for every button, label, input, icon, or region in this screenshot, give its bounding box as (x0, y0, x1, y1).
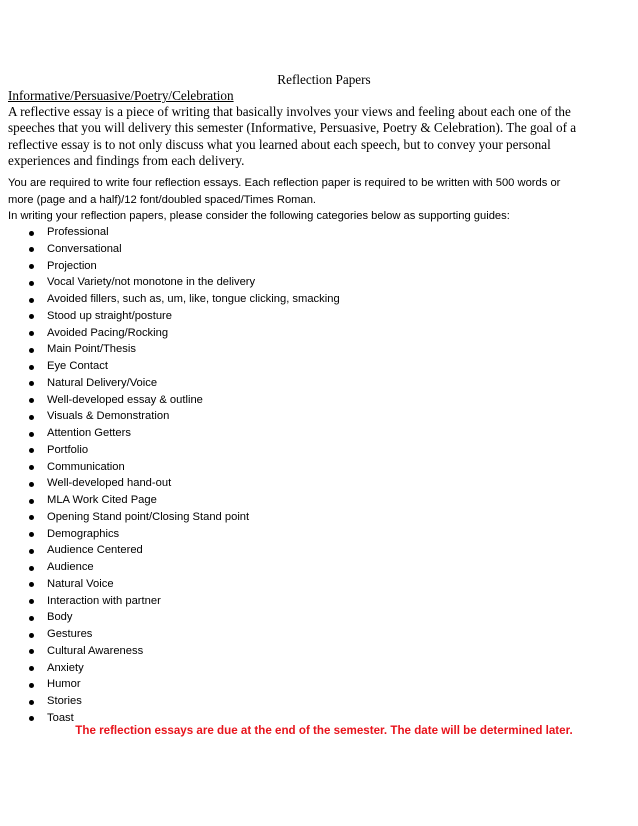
bullet-dot-icon (29, 465, 34, 470)
bullet-dot-icon (29, 314, 34, 319)
category-label: Well-developed hand-out (47, 477, 172, 490)
category-list (0, 224, 340, 727)
category-label: Eye Contact (47, 360, 108, 372)
category-list-item (0, 542, 340, 559)
bullet-dot-icon (29, 499, 34, 504)
subheading: Informative/Persuasive/Poetry/Celebration (8, 88, 234, 103)
bullet-dot-icon (29, 532, 34, 537)
category-list-item (0, 609, 340, 626)
category-label: Stood up straight/posture (47, 309, 173, 322)
requirements-line: You are required to write four reflection essays. Each reflection paper is required to be written with 500 words or (8, 177, 561, 189)
bullet-dot-icon (29, 231, 34, 236)
category-list-item (0, 559, 340, 576)
category-list-item (0, 425, 340, 442)
bullet-dot-icon (29, 247, 34, 252)
bullet-dot-icon (29, 331, 34, 336)
category-list-item (0, 459, 340, 476)
bullet-dot-icon (29, 482, 34, 487)
category-list-item (0, 341, 340, 358)
bullet-dot-icon (29, 616, 34, 621)
category-list-item (0, 576, 340, 593)
bullet-dot-icon (29, 566, 34, 571)
bullet-dot-icon (29, 381, 34, 386)
category-label: Communication (47, 460, 125, 473)
bullet-dot-icon (29, 515, 34, 520)
bullet-dot-icon (29, 649, 34, 654)
category-label: Professional (47, 226, 109, 238)
category-label: Projection (47, 259, 97, 272)
intro-line: A reflective essay is a piece of writing that basically involves your views and feeling about each one of the (8, 104, 571, 119)
category-label: Body (47, 611, 73, 624)
requirements-line: more (page and a half)/12 font/doubled spaced/Times Roman. (8, 193, 317, 206)
bullet-dot-icon (29, 683, 34, 688)
category-label: Natural Voice (47, 577, 114, 590)
category-list-item (0, 475, 340, 492)
category-list-item (0, 392, 340, 409)
category-label: Toast (47, 711, 74, 724)
category-list-item (0, 643, 340, 660)
category-label: Conversational (47, 242, 122, 255)
category-list-item (0, 375, 340, 392)
category-label: Visuals & Demonstration (47, 410, 170, 423)
bullet-dot-icon (29, 700, 34, 705)
category-label: Demographics (47, 527, 120, 540)
bullet-dot-icon (29, 398, 34, 403)
requirements-paragraph (8, 175, 628, 225)
category-list-item (0, 676, 340, 693)
category-list-item (0, 442, 340, 459)
category-list-item (0, 408, 340, 425)
category-label: Vocal Variety/not monotone in the delivery (47, 276, 256, 289)
bullet-dot-icon (29, 582, 34, 587)
requirements-line: In writing your reflection papers, please consider the following categories below as supporting guides: (8, 210, 510, 223)
category-label: Avoided Pacing/Rocking (47, 326, 169, 339)
category-label: Interaction with partner (47, 594, 161, 607)
due-date-note-text: The reflection essays are due at the end of the semester. The date will be determined later. (75, 724, 573, 737)
category-label: MLA Work Cited Page (47, 494, 157, 506)
category-label: Well-developed essay & outline (47, 393, 203, 406)
bullet-dot-icon (29, 633, 34, 638)
bullet-dot-icon (29, 432, 34, 437)
category-label: Opening Stand point/Closing Stand point (47, 510, 250, 523)
category-list-item (0, 509, 340, 526)
category-list-item (0, 274, 340, 291)
category-list-item (0, 626, 340, 643)
category-label: Main Point/Thesis (47, 343, 136, 356)
category-label: Anxiety (47, 661, 84, 674)
category-label: Natural Delivery/Voice (47, 376, 158, 389)
category-list-item (0, 358, 340, 375)
category-list-item (0, 241, 340, 258)
bullet-dot-icon (29, 448, 34, 453)
bullet-dot-icon (29, 348, 34, 353)
category-list-item (0, 258, 340, 275)
bullet-dot-icon (29, 716, 34, 721)
category-label: Audience (47, 561, 94, 573)
category-list-item (0, 325, 340, 342)
category-list-item (0, 660, 340, 677)
bullet-dot-icon (29, 281, 34, 286)
page-title (0, 72, 638, 88)
bullet-dot-icon (29, 415, 34, 420)
title-text: Reflection Papers (277, 72, 371, 87)
intro-line: speeches that you will delivery this semester (Informative, Persuasive, Poetry & Celebration). The goal of a (8, 120, 577, 136)
category-label: Stories (47, 695, 82, 707)
bullet-dot-icon (29, 264, 34, 269)
intro-line: reflective essay is to not only discuss what you learned about each speech, but to convey your personal (8, 136, 551, 152)
category-list-item (0, 693, 340, 710)
category-label: Humor (47, 678, 81, 691)
category-list-item (0, 492, 340, 509)
category-label: Audience Centered (47, 544, 143, 557)
category-label: Cultural Awareness (47, 644, 144, 657)
category-list-item (0, 291, 340, 308)
category-label: Attention Getters (47, 427, 131, 439)
category-label: Avoided fillers, such as, um, like, tongue clicking, smacking (47, 293, 340, 305)
due-date-note (0, 723, 638, 740)
intro-line: experiences and findings from each delivery. (8, 152, 245, 168)
category-label: Portfolio (47, 443, 89, 456)
category-label: Gestures (47, 628, 93, 640)
category-list-item (0, 224, 340, 241)
category-list-item (0, 593, 340, 610)
bullet-dot-icon (29, 666, 34, 671)
bullet-dot-icon (29, 549, 34, 554)
category-list-item (0, 308, 340, 325)
intro-paragraph (8, 104, 608, 169)
bullet-dot-icon (29, 599, 34, 604)
bullet-dot-icon (29, 365, 34, 370)
category-list-item (0, 526, 340, 543)
bullet-dot-icon (29, 298, 34, 303)
